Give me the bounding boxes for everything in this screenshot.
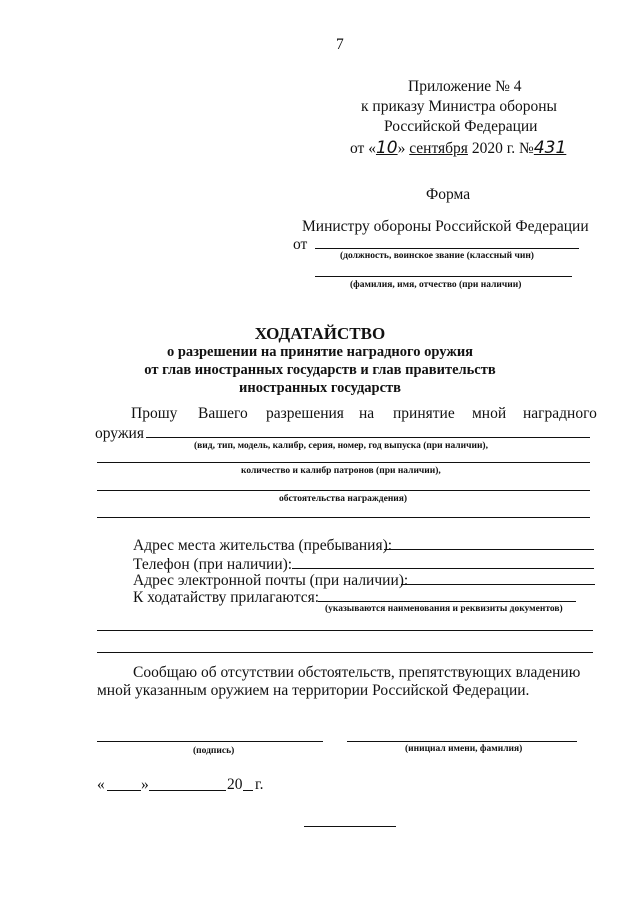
hint-signature: (подпись)	[193, 746, 235, 756]
date-month: сентября	[409, 140, 468, 157]
hint-circumstances: обстоятельства награждения)	[279, 494, 408, 504]
order-number: 431	[533, 138, 567, 158]
attached-label: К ходатайству прилагаются:	[133, 589, 320, 606]
request-word-6: мной	[472, 405, 507, 422]
date-open-quote: «	[97, 776, 105, 793]
from-position-line[interactable]	[315, 248, 579, 249]
appendix-date-line	[350, 138, 566, 158]
hint-attached: (указываются наименования и реквизиты документов)	[325, 604, 563, 614]
attached-line-3[interactable]	[97, 652, 593, 653]
title-sub-3: иностранных государств	[238, 380, 401, 396]
email-label: Адрес электронной почты (при наличии):	[133, 572, 409, 589]
signature-line[interactable]	[97, 741, 323, 742]
date-prefix: от «	[350, 140, 376, 157]
ammo-line[interactable]	[97, 462, 590, 463]
title-sub-2: от глав иностранных государств и глав правительств	[144, 362, 496, 378]
date-mid: »	[397, 140, 406, 157]
statement-line-1: Сообщаю об отсутствии обстоятельств, препятствующих владению	[133, 664, 581, 681]
hint-ammo: количество и калибр патронов (при наличии),	[241, 466, 441, 476]
request-word-3: разрешения	[266, 405, 344, 422]
addressee-to: Министру обороны Российской Федерации	[302, 218, 589, 235]
appendix-line-1: Приложение № 4	[408, 78, 522, 95]
weapon-line[interactable]	[146, 437, 590, 438]
end-divider	[304, 826, 396, 827]
appendix-line-3: Российской Федерации	[384, 118, 538, 135]
date-day-line[interactable]	[107, 790, 141, 791]
statement-line-2: мной указанным оружием на территории Российской Федерации.	[97, 682, 530, 699]
date-close-quote: »	[141, 776, 149, 793]
page-number: 7	[336, 36, 344, 53]
hint-name: (фамилия, имя, отчество (при наличии)	[350, 280, 522, 290]
date-suffix: 2020 г. №	[467, 140, 534, 157]
date-day: 10	[375, 138, 398, 158]
date-year-line[interactable]	[243, 790, 253, 791]
email-line[interactable]	[401, 584, 595, 585]
hint-position: (должность, воинское звание (классный чин)	[340, 251, 534, 261]
request-word-7: наградного	[523, 405, 597, 422]
request-word-2: Вашего	[198, 405, 248, 422]
hint-signer-name: (инициал имени, фамилия)	[405, 744, 523, 754]
date-month-line[interactable]	[149, 790, 226, 791]
appendix-line-2: к приказу Министра обороны	[361, 98, 557, 115]
extra-line[interactable]	[97, 517, 590, 518]
attached-line-2[interactable]	[97, 630, 593, 631]
date-year: 20	[227, 776, 243, 793]
form-label: Форма	[426, 186, 471, 203]
request-word-4: на	[359, 405, 375, 422]
phone-line[interactable]	[292, 568, 594, 569]
from-label: от	[293, 236, 308, 253]
address-line[interactable]	[384, 549, 594, 550]
hint-weapon: (вид, тип, модель, калибр, серия, номер, год выпуска (при наличии),	[194, 441, 488, 451]
weapon-label: оружия	[95, 425, 144, 442]
address-label: Адрес места жительства (пребывания):	[133, 537, 393, 554]
request-word-1: Прошу	[131, 405, 178, 422]
date-suffix: г.	[255, 776, 264, 793]
request-word-5: принятие	[393, 405, 455, 422]
title-sub-1: о разрешении на принятие наградного оружия	[166, 344, 474, 360]
attached-line[interactable]	[318, 601, 576, 602]
document-title: ХОДАТАЙСТВО	[254, 324, 386, 343]
from-name-line[interactable]	[315, 276, 572, 277]
phone-label: Телефон (при наличии):	[133, 556, 293, 573]
signer-name-line[interactable]	[347, 741, 577, 742]
circumstances-line[interactable]	[97, 490, 590, 491]
